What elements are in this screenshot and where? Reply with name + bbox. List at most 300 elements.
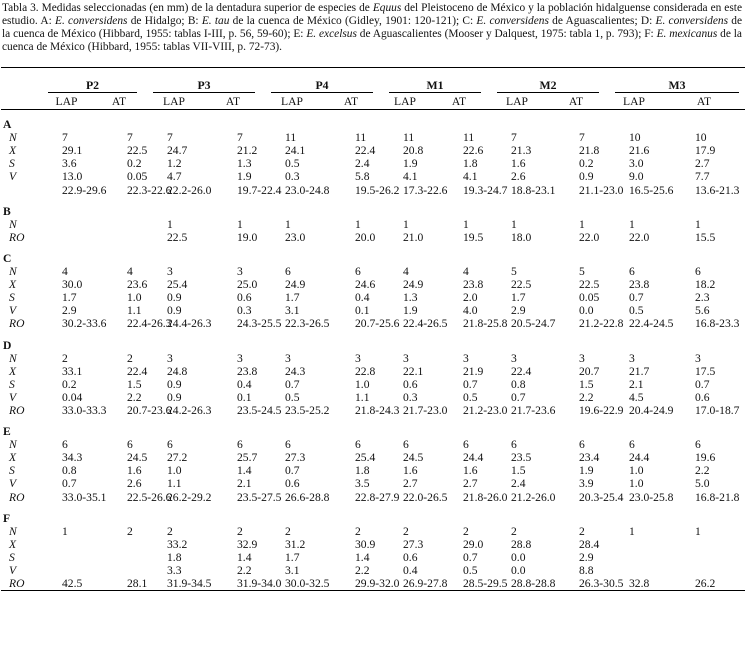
table-cell: 2.2 (127, 390, 142, 404)
table-cell: 2 (62, 351, 68, 365)
table-cell: 28.8 (511, 537, 532, 551)
table-cell: 29.0 (463, 537, 484, 551)
table-cell: 23.5-24.5 (237, 403, 282, 417)
table-cell: 17.0-18.7 (695, 403, 740, 417)
caption-text: de Aguascalientes; D: (548, 15, 656, 28)
group-header-row (1, 252, 745, 265)
table-row (1, 491, 745, 504)
table-cell: 3 (629, 351, 635, 365)
table-cell: 3.6 (62, 157, 77, 171)
table-row (1, 438, 745, 451)
table-cell: 3 (237, 265, 243, 279)
table-cell: 24.4 (629, 451, 650, 465)
table-cell: 0.5 (463, 390, 478, 404)
subheader-lap: LAP (143, 93, 205, 110)
table-cell (605, 551, 663, 564)
table-cell: 1.9 (579, 464, 594, 478)
table-cell: 21.8-26.0 (463, 490, 508, 504)
table-cell: 2.6 (511, 170, 526, 184)
table-cell: 1 (511, 217, 517, 231)
table-cell: 29.9-32.0 (323, 577, 379, 591)
table-cell: 22.6 (463, 144, 484, 158)
table-row (1, 184, 745, 197)
table-cell: 23.0 (285, 230, 306, 244)
table-cell: 1 (695, 217, 701, 231)
table-cell (38, 538, 95, 551)
table-cell: 0.9 (167, 304, 182, 318)
tooth-header-m3: M3 (615, 79, 739, 93)
table-cell: 2.9 (579, 550, 594, 564)
table-cell: 0.5 (629, 304, 644, 318)
table-cell: 21.2-22.8 (579, 317, 624, 331)
tooth-header-row (1, 68, 745, 80)
measurements-table (1, 67, 745, 591)
table-cell: 2.2 (237, 564, 252, 577)
table-cell: 22.3-26.5 (285, 317, 330, 331)
table-cell: 1 (629, 524, 635, 538)
table-cell: 6 (167, 438, 173, 452)
table-cell: 7 (167, 131, 173, 145)
table-cell: 24.7 (167, 144, 188, 158)
caption-species-a: E. conversidens (54, 15, 128, 28)
table-cell: 0.2 (127, 157, 142, 171)
table-cell: 3 (285, 351, 291, 365)
table-cell: 11 (463, 131, 475, 145)
table-row (1, 218, 745, 231)
group-label: D (3, 338, 12, 352)
table-row (1, 352, 745, 365)
table-cell: 7 (62, 131, 68, 145)
table-row (1, 378, 745, 391)
table-cell: 17.3-22.6 (403, 183, 448, 197)
table-row (1, 265, 745, 278)
table-cell: 2.4 (511, 477, 526, 491)
table-cell: 3 (237, 351, 243, 365)
tooth-row (1, 79, 745, 93)
tooth-header-m1: M1 (389, 79, 481, 93)
table-cell: 5.0 (695, 477, 710, 491)
table-cell: 33.1 (62, 364, 83, 378)
table-cell: 22.0 (579, 230, 600, 244)
table-cell: 10 (629, 131, 641, 145)
stat-label: S (9, 550, 15, 564)
table-cell: 21.6 (629, 144, 650, 158)
table-cell: 6 (237, 438, 243, 452)
table-cell: 0.0 (579, 304, 594, 318)
table-cell: 1.8 (355, 464, 370, 478)
table-cell: 21.2-26.0 (511, 490, 556, 504)
table-cell: 24.5 (127, 451, 148, 465)
table-cell: 0.5 (285, 390, 300, 404)
table-cell: 6 (695, 265, 701, 279)
table-cell: 22.1 (403, 364, 424, 378)
stat-label: V (9, 170, 17, 184)
table-cell: 1.0 (355, 377, 370, 391)
table-cell: 3 (579, 351, 585, 365)
table-cell: 20.7 (579, 364, 600, 378)
stat-label: N (9, 524, 17, 538)
stat-label: S (9, 464, 15, 478)
table-row (1, 538, 745, 551)
table-row (1, 157, 745, 170)
table-cell: 22.2-26.0 (167, 183, 212, 197)
table-cell: 1.1 (167, 477, 182, 491)
table-cell: 23.5-27.5 (237, 490, 282, 504)
table-cell: 24.6 (355, 278, 376, 292)
stat-label: N (9, 438, 17, 452)
table-cell: 2.2 (695, 464, 710, 478)
stat-label: RO (9, 230, 25, 244)
table-cell: 30.0 (62, 278, 83, 292)
table-cell: 0.05 (579, 291, 600, 305)
table-cell: 24.9 (285, 278, 306, 292)
table-cell: 1.4 (355, 550, 370, 564)
table-cell: 18.0 (511, 230, 532, 244)
table-cell: 26.2 (663, 577, 745, 591)
caption-species-b: E. tau (201, 15, 230, 28)
table-cell: 22.5 (167, 230, 188, 244)
table-cell: 19.5-26.2 (355, 183, 400, 197)
table-cell: 21.8-24.3 (355, 403, 400, 417)
table-cell: 19.6-22.9 (579, 403, 624, 417)
table-cell: 22.0-26.5 (403, 490, 448, 504)
stat-label: X (9, 278, 17, 292)
table-cell: 1.8 (167, 550, 182, 564)
caption-text: del Pleistoceno de México y la población hidalguense considerada en este estudio. A: (2, 2, 743, 28)
table-cell: 5.8 (355, 170, 370, 184)
subheader-at: AT (323, 93, 379, 110)
group-label: C (3, 251, 12, 265)
table-cell: 1 (579, 217, 585, 231)
table-cell: 1.2 (167, 157, 182, 171)
subheader-row (1, 93, 745, 110)
table-cell: 22.5-26.6 (127, 490, 172, 504)
table-cell: 7 (237, 131, 243, 145)
table-cell: 30.9 (355, 537, 376, 551)
table-cell: 23.5-25.2 (285, 403, 330, 417)
table-cell: 1.8 (463, 157, 478, 171)
table-cell: 22.4 (355, 144, 376, 158)
stat-label: V (9, 477, 17, 491)
table-cell: 3 (463, 351, 469, 365)
table-cell (38, 551, 95, 564)
table-cell: 13.6-21.3 (695, 183, 740, 197)
table-cell: 4.0 (463, 304, 478, 318)
group-spacer (1, 331, 745, 339)
table-cell: 24.2-26.3 (167, 403, 212, 417)
table-cell: 0.5 (285, 157, 300, 171)
stat-label: X (9, 537, 17, 551)
table-cell: 2 (355, 524, 361, 538)
group-spacer (1, 417, 745, 425)
table-cell: 3.1 (285, 304, 300, 318)
table-cell: 2 (237, 524, 243, 538)
table-cell: 3 (511, 351, 517, 365)
table-cell: 23.8 (237, 364, 258, 378)
caption-species-c: E. conversidens (476, 15, 549, 28)
table-cell: 2.7 (695, 157, 710, 171)
caption-species-d: E. conversidens (655, 15, 729, 28)
table-cell: 1.6 (403, 464, 418, 478)
table-cell: 21.0 (403, 230, 424, 244)
subheader-lap: LAP (261, 93, 323, 110)
table-cell (95, 564, 143, 577)
table-row (1, 317, 745, 330)
table-cell: 21.3 (511, 144, 532, 158)
subheader-lap: LAP (38, 93, 95, 110)
table-cell: 24.1 (285, 144, 306, 158)
table-cell: 4.5 (629, 390, 644, 404)
table-cell: 0.7 (511, 390, 526, 404)
table-cell: 2.6 (127, 477, 142, 491)
table-cell: 25.4 (355, 451, 376, 465)
table-row (1, 170, 745, 183)
tooth-header-p4: P4 (271, 79, 373, 93)
table-cell: 1 (403, 217, 409, 231)
table-cell: 22.8 (355, 364, 376, 378)
table-cell: 0.6 (695, 390, 710, 404)
table-cell: 1.0 (167, 464, 182, 478)
table-cell: 6 (285, 265, 291, 279)
table-cell: 2 (511, 524, 517, 538)
table-cell: 2.7 (463, 477, 478, 491)
table-cell: 19.7-22.4 (237, 183, 282, 197)
table-row (1, 577, 745, 591)
table-cell: 1 (167, 217, 173, 231)
table-cell: 22.9-29.6 (62, 183, 107, 197)
tooth-header-p2: P2 (48, 79, 137, 93)
table-cell: 19.0 (237, 230, 258, 244)
stat-label: V (9, 564, 17, 577)
table-cell: 0.04 (62, 390, 83, 404)
table-cell: 21.9 (463, 364, 484, 378)
table-cell: 31.9-34.0 (205, 577, 261, 591)
table-cell: 0.7 (463, 550, 478, 564)
table-cell: 1.7 (285, 550, 300, 564)
table-cell: 6 (403, 438, 409, 452)
table-cell (605, 564, 663, 577)
table-cell: 33.0-33.3 (62, 403, 107, 417)
table-cell: 6 (629, 265, 635, 279)
table-cell: 28.8-28.8 (487, 577, 547, 591)
table-cell: 23.5 (511, 451, 532, 465)
group-label: B (3, 204, 11, 218)
table-cell: 4.1 (403, 170, 418, 184)
table-cell: 1.9 (403, 304, 418, 318)
stat-label: RO (1, 577, 38, 591)
table-cell: 0.4 (403, 564, 418, 577)
group-spacer (1, 504, 745, 512)
table-cell (38, 564, 95, 577)
table-cell: 22.4 (127, 364, 148, 378)
table-cell: 1 (695, 524, 701, 538)
group-label: E (3, 425, 11, 439)
table-cell: 23.8 (629, 278, 650, 292)
table-cell: 6 (629, 438, 635, 452)
group-header-row (1, 425, 745, 438)
table-cell: 26.2-29.2 (167, 490, 212, 504)
table-cell: 2.1 (237, 477, 252, 491)
table-cell: 2.0 (463, 291, 478, 305)
table-cell: 28.1 (95, 577, 143, 591)
table-cell: 1 (237, 217, 243, 231)
table-row (1, 564, 745, 577)
table-cell: 0.1 (355, 304, 370, 318)
table-cell: 5 (579, 265, 585, 279)
table-cell: 1.3 (237, 157, 252, 171)
table-cell: 0.7 (695, 377, 710, 391)
table-cell: 22.0 (629, 230, 650, 244)
table-cell: 22.5 (579, 278, 600, 292)
table-cell: 2 (127, 351, 133, 365)
table-cell: 26.9-27.8 (379, 577, 431, 591)
stat-label: X (9, 451, 17, 465)
table-cell: 11 (355, 131, 367, 145)
table-cell: 0.0 (511, 564, 526, 577)
table-cell: 21.8-25.8 (463, 317, 508, 331)
table-cell: 1 (285, 217, 291, 231)
stat-label: RO (9, 403, 25, 417)
table-cell: 1.7 (62, 291, 77, 305)
table-cell: 1.4 (237, 464, 252, 478)
caption-text: de Hidalgo; B: (127, 15, 202, 28)
subheader-lap: LAP (379, 93, 431, 110)
table-cell: 23.4 (579, 451, 600, 465)
table-cell: 0.8 (62, 464, 77, 478)
table-cell (95, 218, 143, 231)
table-cell: 2.7 (403, 477, 418, 491)
table-cell: 3 (403, 351, 409, 365)
stat-label: N (9, 351, 17, 365)
table-cell: 21.7-23.0 (403, 403, 448, 417)
table-body (1, 110, 745, 591)
table-cell: 1.0 (629, 464, 644, 478)
table-cell: 6 (463, 438, 469, 452)
table-cell: 2.2 (355, 564, 370, 577)
table-cell: 3.3 (167, 564, 182, 577)
table-row (1, 404, 745, 417)
table-cell (663, 551, 745, 564)
table-row (1, 304, 745, 317)
group-spacer (1, 244, 745, 252)
caption-text: de la cuenca de México (Gidley, 1901: 120-121); C: (229, 15, 477, 28)
caption-lead: Tabla 3. Medidas seleccionadas (en mm) de la dentadura superior de especies de (2, 2, 373, 14)
table-cell: 0.6 (403, 377, 418, 391)
subheader-lap: LAP (487, 93, 547, 110)
table-cell: 1.7 (511, 291, 526, 305)
table-cell: 1.6 (511, 157, 526, 171)
table-cell: 0.7 (463, 377, 478, 391)
table-cell: 1 (355, 217, 361, 231)
caption-species-e: E. excelsus (306, 28, 357, 41)
table-cell: 0.9 (579, 170, 594, 184)
group-spacer (1, 197, 745, 205)
group-header-row (1, 118, 745, 131)
table-cell: 3 (167, 265, 173, 279)
table-cell: 18.2 (695, 278, 716, 292)
table-cell: 24.8 (167, 364, 188, 378)
table-cell: 1.3 (403, 291, 418, 305)
stat-label: V (9, 390, 17, 404)
table-cell: 1.1 (127, 304, 142, 318)
table-cell: 3.9 (579, 477, 594, 491)
table-cell: 3 (355, 351, 361, 365)
table-cell: 0.3 (285, 170, 300, 184)
table-cell: 28.5-29.5 (431, 577, 487, 591)
table-cell: 13.0 (62, 170, 83, 184)
table-cell: 2 (579, 524, 585, 538)
table-cell: 0.1 (237, 390, 252, 404)
group-label: F (3, 511, 11, 525)
table-cell: 7 (511, 131, 517, 145)
table-cell: 3 (695, 351, 701, 365)
table-row (1, 144, 745, 157)
table-cell: 2.3 (695, 291, 710, 305)
table-row (1, 365, 745, 378)
table-cell: 0.7 (285, 377, 300, 391)
table-cell: 31.2 (285, 537, 306, 551)
table-cell: 4 (463, 265, 469, 279)
table-cell: 15.5 (695, 230, 716, 244)
table-row (1, 525, 745, 538)
table-cell: 0.4 (237, 377, 252, 391)
table-cell: 4 (127, 265, 133, 279)
group-header-row (1, 205, 745, 218)
table-cell: 3.0 (629, 157, 644, 171)
stat-label: S (9, 157, 15, 171)
table-cell: 22.8-27.9 (355, 490, 400, 504)
table-cell: 24.5 (403, 451, 424, 465)
table-cell: 6 (285, 438, 291, 452)
table-cell (95, 231, 143, 244)
table-cell: 20.7-25.6 (355, 317, 400, 331)
table-cell: 19.5 (463, 230, 484, 244)
stat-label: RO (9, 490, 25, 504)
stat-label: N (9, 131, 17, 145)
table-cell: 0.6 (285, 477, 300, 491)
table-cell: 4 (403, 265, 409, 279)
table-cell: 7 (579, 131, 585, 145)
table-cell: 7 (127, 131, 133, 145)
stat-label (1, 184, 38, 197)
table-row (1, 391, 745, 404)
group-header-row (1, 339, 745, 352)
table-cell: 24.4 (463, 451, 484, 465)
table-cell: 23.0-25.8 (629, 490, 674, 504)
caption-genus: Equus (372, 2, 402, 14)
stat-label: N (9, 265, 17, 279)
table-cell: 0.7 (629, 291, 644, 305)
table-cell: 6 (511, 438, 517, 452)
caption-text: de la cuenca de México (Hibbard, 1955: tablas VII-VIII, p. 72-73). (2, 28, 742, 54)
table-cell: 0.2 (62, 377, 77, 391)
table-cell: 33.2 (167, 537, 188, 551)
table-cell: 27.2 (167, 451, 188, 465)
table-cell: 24.4-26.3 (167, 317, 212, 331)
group-header-row (1, 512, 745, 525)
table-row (1, 131, 745, 144)
table-cell: 22.3-22.6 (127, 183, 172, 197)
table-cell: 21.2 (237, 144, 258, 158)
table-cell: 0.7 (62, 477, 77, 491)
table-cell: 33.0-35.1 (62, 490, 107, 504)
stat-label: N (9, 217, 17, 231)
table-cell: 1.7 (285, 291, 300, 305)
table-cell: 32.9 (237, 537, 258, 551)
table-cell: 25.4 (167, 278, 188, 292)
caption-text: de Aguascalientes (Mooser y Dalquest, 1975: tabla 1, p. 793); F: (356, 28, 657, 41)
table-cell: 21.7-23.6 (511, 403, 556, 417)
